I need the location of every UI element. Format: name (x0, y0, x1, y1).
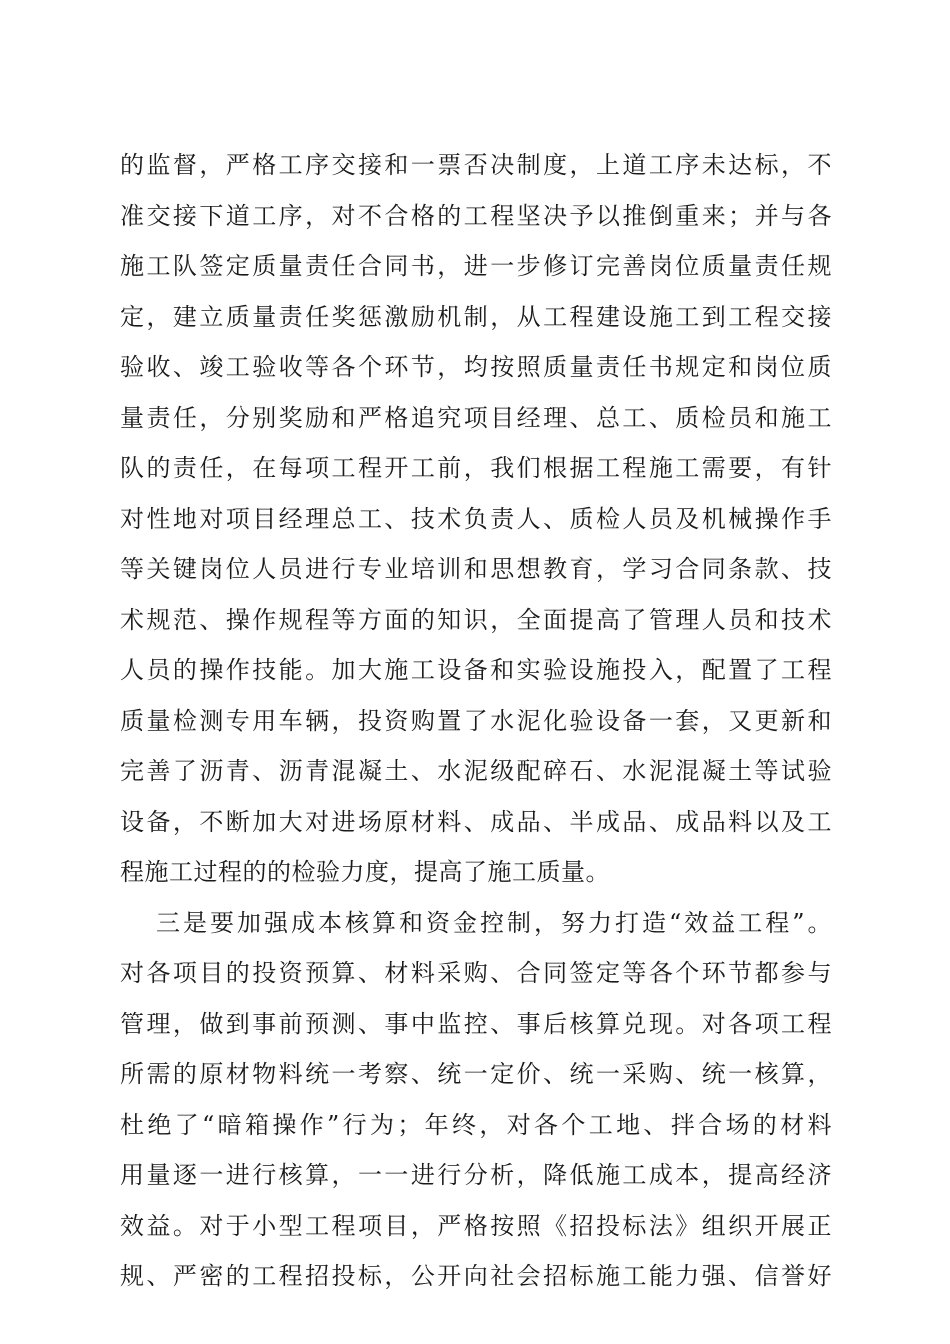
section-heading-line: 三是要加强成本核算和资金控制，努力打造“效益工程”。 (156, 908, 832, 937)
body-text (120, 140, 832, 1302)
text-line: 准交接下道工序，对不合格的工程坚决予以推倒重来；并与各 (120, 201, 832, 230)
text-line: 管理，做到事前预测、事中监控、事后核算兑现。对各项工程 (120, 1009, 832, 1038)
text-line: 施工队签定质量责任合同书，进一步修订完善岗位质量责任规 (120, 252, 832, 280)
text-line: 量责任，分别奖励和严格追究项目经理、总工、质检员和施工 (120, 403, 832, 432)
text-line: 质量检测专用车辆，投资购置了水泥化验设备一套，又更新和 (120, 706, 832, 735)
text-line: 用量逐一进行核算，一一进行分析，降低施工成本，提高经济 (120, 1161, 832, 1189)
text-line: 规、严密的工程招投标，公开向社会招标施工能力强、信誉好 (120, 1262, 832, 1290)
text-line: 对性地对项目经理总工、技术负责人、质检人员及机械操作手 (120, 504, 832, 533)
paragraph-end-line: 程施工过程的的检验力度，提高了施工质量。 (120, 858, 610, 886)
text-line: 队的责任，在每项工程开工前，我们根据工程施工需要，有针 (120, 454, 832, 482)
text-line: 人员的操作技能。加大施工设备和实验设施投入，配置了工程 (120, 656, 832, 684)
text-line: 等关键岗位人员进行专业培训和思想教育，学习合同条款、技 (120, 555, 832, 583)
text-line: 设备，不断加大对进场原材料、成品、半成品、成品料以及工 (120, 807, 832, 836)
text-line: 验收、竣工验收等各个环节，均按照质量责任书规定和岗位质 (120, 353, 832, 381)
text-line: 定，建立质量责任奖惩激励机制，从工程建设施工到工程交接 (120, 302, 832, 331)
text-line: 所需的原材物料统一考察、统一定价、统一采购、统一核算， (120, 1060, 832, 1088)
text-line: 效益。对于小型工程项目，严格按照《招投标法》组织开展正 (120, 1211, 832, 1240)
text-line: 的监督，严格工序交接和一票否决制度，上道工序未达标，不 (120, 151, 832, 179)
text-line: 杜绝了“暗箱操作”行为；年终，对各个工地、拌合场的材料 (120, 1110, 832, 1139)
text-line: 术规范、操作规程等方面的知识，全面提高了管理人员和技术 (120, 605, 832, 634)
text-line: 完善了沥青、沥青混凝土、水泥级配碎石、水泥混凝土等试验 (120, 757, 832, 785)
text-line: 对各项目的投资预算、材料采购、合同签定等各个环节都参与 (120, 959, 832, 987)
